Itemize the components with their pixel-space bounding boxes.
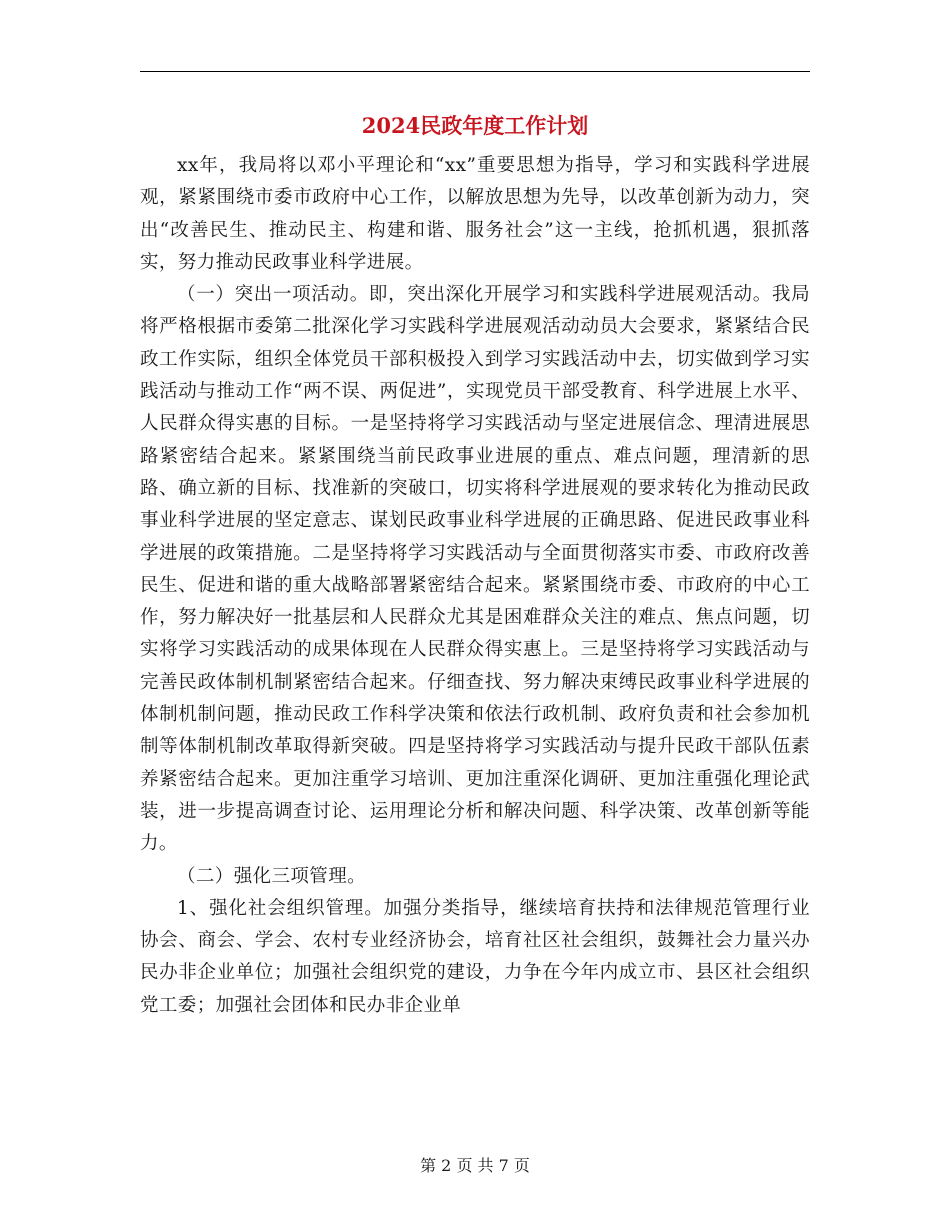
paragraph-section-one: （一）突出一项活动。即，突出深化开展学习和实践科学进展观活动。我局将严格根据市委第二批深化学习实践科学进展观活动动员大会要求，紧紧结合民政工作实际，组织全体党员干部积极投入到学习实践活动中去，切实做到学习实践活动与推动工作“两不误、两促进”，实现党员干部受教育、科学进展上水平、人民群众得实惠的目标。一是坚持将学习实践活动与坚定进展信念、理清进展思路紧密结合起来。紧紧围绕当前民政事业进展的重点、难点问题，理清新的思路、确立新的目标、找准新的突破口，切实将科学进展观的要求转化为推动民政事业科学进展的坚定意志、谋划民政事业科学进展的正确思路、促进民政事业科学进展的政策措施。二是坚持将学习实践活动与全面贯彻落实市委、市政府改善民生、促进和谐的重大战略部署紧密结合起来。紧紧围绕市委、市政府的中心工作，努力解决好一批基层和人民群众尤其是困难群众关注的难点、焦点问题，切实将学习实践活动的成果体现在人民群众得实惠上。三是坚持将学习实践活动与完善民政体制机制紧密结合起来。仔细查找、努力解决束缚民政事业科学进展的体制机制问题，推动民政工作科学决策和依法行政机制、政府负责和社会参加机制等体制机制改革取得新突破。四是坚持将学习实践活动与提升民政干部队伍素养紧密结合起来。更加注重学习培训、更加注重深化调研、更加注重强化理论武装，进一步提高调查讨论、运用理论分析和解决问题、科学决策、改革创新等能力。: [140, 284, 810, 855]
document-title: 2024民政年度工作计划: [361, 113, 589, 138]
page-number: 第 2 页 共 7 页: [420, 1156, 530, 1175]
paragraph-item-one: 1、强化社会组织管理。加强分类指导，继续培育扶持和法律规范管理行业协会、商会、学会、农村专业经济协会，培育社区社会组织，鼓舞社会力量兴办民办非企业单位；加强社会组织党的建设，力争在今年内成立市、县区社会组织党工委；加强社会团体和民办非企业单: [140, 897, 810, 1016]
paragraph-section-two-heading: （二）强化三项管理。: [177, 865, 367, 887]
paragraph-intro: xx年，我局将以邓小平理论和“xx”重要思想为指导，学习和实践科学进展观，紧紧围绕市委市政府中心工作，以解放思想为先导，以改革创新为动力，突出“改善民生、推动民主、构建和谐、服务社会”这一主线，抢抓机遇，狠抓落实，努力推动民政事业科学进展。: [140, 155, 810, 273]
header-rule: [140, 71, 810, 72]
document-body: [140, 150, 810, 1022]
